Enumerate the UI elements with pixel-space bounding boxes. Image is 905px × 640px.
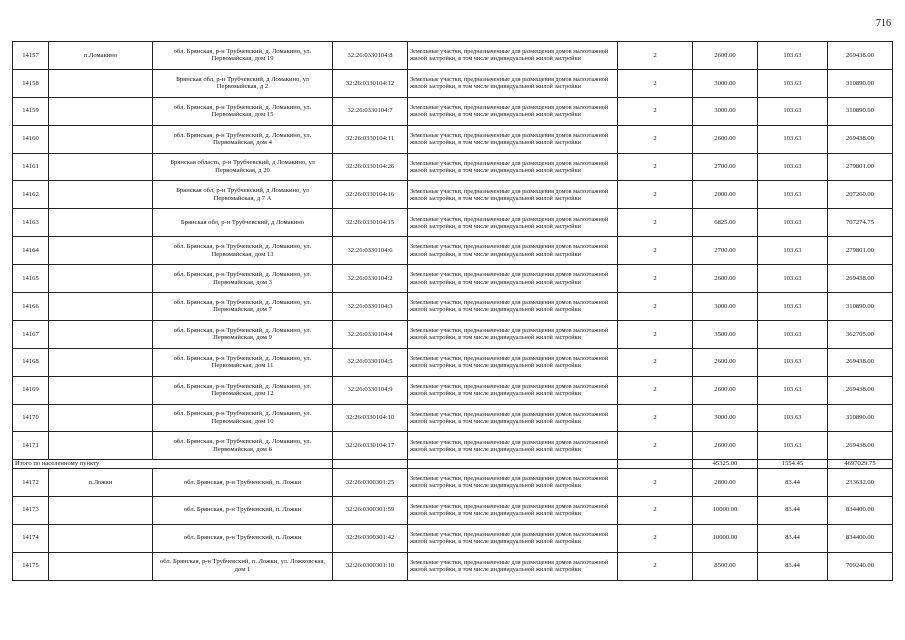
table-row bbox=[13, 293, 893, 321]
cadastral-value-cell: 834400.00 bbox=[828, 496, 893, 524]
total-area-cell: 45325.00 bbox=[693, 460, 758, 469]
land-use-cell: Земельные участки, предназначенные для размещения домов малоэтажной жилой застройки, в том числе индивидуальной жилой застройки bbox=[408, 42, 618, 70]
total-cadastral-value-cell: 4697029.75 bbox=[828, 460, 893, 469]
empty-cell bbox=[618, 460, 693, 469]
cadastral-value-cell: 269438.00 bbox=[828, 265, 893, 293]
locality-cell bbox=[49, 153, 153, 181]
table-row bbox=[13, 237, 893, 265]
cadastral-value-cell: 269438.00 bbox=[828, 376, 893, 404]
cadastral-value-cell: 310890.00 bbox=[828, 293, 893, 321]
cadastral-value-cell: 709240.00 bbox=[828, 552, 893, 580]
cadastral-number-cell: 32:26:0330104:12 bbox=[333, 69, 408, 97]
address-cell: обл. Брянская, р-н Трубчевский, п. Ложки, ул. Ложковская, дом 1 bbox=[153, 552, 333, 580]
table-row bbox=[13, 69, 893, 97]
cadastral-value-cell: 362705.00 bbox=[828, 320, 893, 348]
land-use-cell: Земельные участки, предназначенные для размещения домов малоэтажной жилой застройки, в том числе индивидуальной жилой застройки bbox=[408, 404, 618, 432]
table-row bbox=[13, 376, 893, 404]
land-use-cell: Земельные участки, предназначенные для размещения домов малоэтажной жилой застройки, в том числе индивидуальной жилой застройки bbox=[408, 524, 618, 552]
cadastral-value-cell: 207260.00 bbox=[828, 181, 893, 209]
cadastral-value-cell: 233632.00 bbox=[828, 468, 893, 496]
area-cell: 2800.00 bbox=[693, 468, 758, 496]
category-cell: 2 bbox=[618, 432, 693, 460]
cadastral-number-cell: 32:26:0330104:10 bbox=[333, 404, 408, 432]
area-cell: 2600.00 bbox=[693, 125, 758, 153]
land-use-cell: Земельные участки, предназначенные для размещения домов малоэтажной жилой застройки, в том числе индивидуальной жилой застройки bbox=[408, 293, 618, 321]
specific-value-cell: 103.63 bbox=[758, 69, 828, 97]
row-number-cell: 14164 bbox=[13, 237, 49, 265]
locality-cell: п.Ложки bbox=[49, 468, 153, 496]
row-number-cell: 14166 bbox=[13, 293, 49, 321]
category-cell: 2 bbox=[618, 209, 693, 237]
locality-cell bbox=[49, 265, 153, 293]
cadastral-number-cell: 32:26:0330104:26 bbox=[333, 153, 408, 181]
category-cell: 2 bbox=[618, 265, 693, 293]
row-number-cell: 14167 bbox=[13, 320, 49, 348]
cadastral-number-cell: 32:26:0330104:5 bbox=[333, 348, 408, 376]
table-row bbox=[13, 404, 893, 432]
row-number-cell: 14171 bbox=[13, 432, 49, 460]
empty-cell bbox=[333, 460, 408, 469]
category-cell: 2 bbox=[618, 524, 693, 552]
total-label: Итого по населенному пункту bbox=[13, 460, 333, 469]
specific-value-cell: 83.44 bbox=[758, 468, 828, 496]
locality-cell bbox=[49, 376, 153, 404]
row-number-cell: 14175 bbox=[13, 552, 49, 580]
land-use-cell: Земельные участки, предназначенные для размещения домов малоэтажной жилой застройки, в том числе индивидуальной жилой застройки bbox=[408, 209, 618, 237]
cadastral-number-cell: 32:26:0330104:6 bbox=[333, 237, 408, 265]
locality-cell bbox=[49, 97, 153, 125]
cadastral-value-cell: 310890.00 bbox=[828, 69, 893, 97]
locality-cell bbox=[49, 209, 153, 237]
row-number-cell: 14170 bbox=[13, 404, 49, 432]
table-row bbox=[13, 348, 893, 376]
area-cell: 10000.00 bbox=[693, 524, 758, 552]
cadastral-value-cell: 279801.00 bbox=[828, 153, 893, 181]
cadastral-value-cell: 310890.00 bbox=[828, 97, 893, 125]
table-row bbox=[13, 97, 893, 125]
locality-cell bbox=[49, 125, 153, 153]
row-number-cell: 14172 bbox=[13, 468, 49, 496]
specific-value-cell: 83.44 bbox=[758, 552, 828, 580]
cadastral-value-cell: 279801.00 bbox=[828, 237, 893, 265]
category-cell: 2 bbox=[618, 293, 693, 321]
specific-value-cell: 103.63 bbox=[758, 432, 828, 460]
land-use-cell: Земельные участки, предназначенные для размещения домов малоэтажной жилой застройки, в том числе индивидуальной жилой застройки bbox=[408, 97, 618, 125]
specific-value-cell: 103.63 bbox=[758, 404, 828, 432]
specific-value-cell: 83.44 bbox=[758, 496, 828, 524]
address-cell: обл. Брянская, р-н Трубчевский, д. Ломакино, ул. Первомайская, дом 12 bbox=[153, 376, 333, 404]
address-cell: обл. Брянская, р-н Трубчевский, д. Ломакино, ул. Первомайская, дом 9 bbox=[153, 320, 333, 348]
address-cell: Брянская обл, р-н Трубчевский, д Ломакино, ул Первомайская, д 2 bbox=[153, 69, 333, 97]
area-cell: 2600.00 bbox=[693, 432, 758, 460]
category-cell: 2 bbox=[618, 348, 693, 376]
specific-value-cell: 103.63 bbox=[758, 237, 828, 265]
category-cell: 2 bbox=[618, 69, 693, 97]
area-cell: 2700.00 bbox=[693, 237, 758, 265]
row-number-cell: 14161 bbox=[13, 153, 49, 181]
land-use-cell: Земельные участки, предназначенные для размещения домов малоэтажной жилой застройки, в том числе индивидуальной жилой застройки bbox=[408, 69, 618, 97]
cadastral-number-cell: 32:26:0330104:17 bbox=[333, 432, 408, 460]
address-cell: обл. Брянская, р-н Трубчевский, д. Ломакино, ул. Первомайская, дом 11 bbox=[153, 348, 333, 376]
category-cell: 2 bbox=[618, 376, 693, 404]
address-cell: обл. Брянская, р-н Трубчевский, п. Ложки bbox=[153, 524, 333, 552]
row-number-cell: 14169 bbox=[13, 376, 49, 404]
area-cell: 3000.00 bbox=[693, 404, 758, 432]
address-cell: обл. Брянская, р-н Трубчевский, д. Ломакино, ул. Первомайская, дом 15 bbox=[153, 97, 333, 125]
table-row bbox=[13, 552, 893, 580]
specific-value-cell: 103.63 bbox=[758, 97, 828, 125]
row-number-cell: 14163 bbox=[13, 209, 49, 237]
table-row bbox=[13, 524, 893, 552]
locality-cell bbox=[49, 69, 153, 97]
specific-value-cell: 103.63 bbox=[758, 181, 828, 209]
land-use-cell: Земельные участки, предназначенные для размещения домов малоэтажной жилой застройки, в том числе индивидуальной жилой застройки bbox=[408, 320, 618, 348]
address-cell: Брянская обл, р-н Трубчевский, д Ломакино, ул Первомайская, д 7 А bbox=[153, 181, 333, 209]
specific-value-cell: 103.63 bbox=[758, 125, 828, 153]
table-row bbox=[13, 468, 893, 496]
cadastral-value-cell: 269438.00 bbox=[828, 42, 893, 70]
address-cell: обл. Брянская, р-н Трубчевский, д. Ломакино, ул. Первомайская, дом 7 bbox=[153, 293, 333, 321]
cadastral-number-cell: 32:26:0330104:4 bbox=[333, 320, 408, 348]
table-row bbox=[13, 496, 893, 524]
land-use-cell: Земельные участки, предназначенные для размещения домов малоэтажной жилой застройки, в том числе индивидуальной жилой застройки bbox=[408, 181, 618, 209]
specific-value-cell: 103.63 bbox=[758, 320, 828, 348]
land-use-cell: Земельные участки, предназначенные для размещения домов малоэтажной жилой застройки, в том числе индивидуальной жилой застройки bbox=[408, 348, 618, 376]
land-use-cell: Земельные участки, предназначенные для размещения домов малоэтажной жилой застройки, в том числе индивидуальной жилой застройки bbox=[408, 468, 618, 496]
address-cell: обл. Брянская, р-н Трубчевский, д. Ломакино, ул. Первомайская, дом 19 bbox=[153, 42, 333, 70]
locality-cell: п.Ломакино bbox=[49, 42, 153, 70]
address-cell: обл. Брянская, р-н Трубчевский, д. Ломакино, ул. Первомайская, дом 10 bbox=[153, 404, 333, 432]
land-use-cell: Земельные участки, предназначенные для размещения домов малоэтажной жилой застройки, в том числе индивидуальной жилой застройки bbox=[408, 153, 618, 181]
table-row bbox=[13, 209, 893, 237]
row-number-cell: 14162 bbox=[13, 181, 49, 209]
address-cell: обл. Брянская, р-н Трубчевский, д. Ломакино, ул. Первомайская, дом 6 bbox=[153, 432, 333, 460]
row-number-cell: 14173 bbox=[13, 496, 49, 524]
cadastral-number-cell: 32:26:0330104:16 bbox=[333, 181, 408, 209]
land-use-cell: Земельные участки, предназначенные для размещения домов малоэтажной жилой застройки, в том числе индивидуальной жилой застройки bbox=[408, 432, 618, 460]
specific-value-cell: 103.63 bbox=[758, 42, 828, 70]
area-cell: 10000.00 bbox=[693, 496, 758, 524]
area-cell: 3000.00 bbox=[693, 97, 758, 125]
empty-cell bbox=[408, 460, 618, 469]
area-cell: 8500.00 bbox=[693, 552, 758, 580]
cadastral-number-cell: 32:26:0330104:15 bbox=[333, 209, 408, 237]
area-cell: 6825.00 bbox=[693, 209, 758, 237]
address-cell: Брянская обл, р-н Трубчевский, д Ломакино bbox=[153, 209, 333, 237]
table-row bbox=[13, 125, 893, 153]
locality-cell bbox=[49, 181, 153, 209]
specific-value-cell: 103.63 bbox=[758, 209, 828, 237]
table-row bbox=[13, 181, 893, 209]
row-number-cell: 14174 bbox=[13, 524, 49, 552]
category-cell: 2 bbox=[618, 42, 693, 70]
locality-cell bbox=[49, 404, 153, 432]
area-cell: 2600.00 bbox=[693, 348, 758, 376]
specific-value-cell: 103.63 bbox=[758, 265, 828, 293]
land-use-cell: Земельные участки, предназначенные для размещения домов малоэтажной жилой застройки, в том числе индивидуальной жилой застройки bbox=[408, 376, 618, 404]
specific-value-cell: 103.63 bbox=[758, 376, 828, 404]
table-row bbox=[13, 320, 893, 348]
table-row bbox=[13, 153, 893, 181]
total-row bbox=[13, 460, 893, 469]
address-cell: обл. Брянская, р-н Трубчевский, д. Ломакино, ул. Первомайская, дом 13 bbox=[153, 237, 333, 265]
locality-cell bbox=[49, 552, 153, 580]
land-use-cell: Земельные участки, предназначенные для размещения домов малоэтажной жилой застройки, в том числе индивидуальной жилой застройки bbox=[408, 125, 618, 153]
land-use-cell: Земельные участки, предназначенные для размещения домов малоэтажной жилой застройки, в том числе индивидуальной жилой застройки bbox=[408, 237, 618, 265]
category-cell: 2 bbox=[618, 97, 693, 125]
address-cell: обл. Брянская, р-н Трубчевский, д. Ломакино, ул. Первомайская, дом 4 bbox=[153, 125, 333, 153]
specific-value-cell: 103.63 bbox=[758, 348, 828, 376]
cadastral-value-cell: 269438.00 bbox=[828, 432, 893, 460]
category-cell: 2 bbox=[618, 552, 693, 580]
category-cell: 2 bbox=[618, 320, 693, 348]
row-number-cell: 14160 bbox=[13, 125, 49, 153]
area-cell: 2700.00 bbox=[693, 153, 758, 181]
specific-value-cell: 103.63 bbox=[758, 293, 828, 321]
area-cell: 2600.00 bbox=[693, 265, 758, 293]
table-row bbox=[13, 432, 893, 460]
cadastral-value-cell: 269438.00 bbox=[828, 348, 893, 376]
cadastral-number-cell: 32:26:0330104:8 bbox=[333, 42, 408, 70]
cadastral-number-cell: 32:26:0300301:25 bbox=[333, 468, 408, 496]
row-number-cell: 14159 bbox=[13, 97, 49, 125]
land-use-cell: Земельные участки, предназначенные для размещения домов малоэтажной жилой застройки, в том числе индивидуальной жилой застройки bbox=[408, 496, 618, 524]
land-use-cell: Земельные участки, предназначенные для размещения домов малоэтажной жилой застройки, в том числе индивидуальной жилой застройки bbox=[408, 265, 618, 293]
cadastral-number-cell: 32:26:0330104:9 bbox=[333, 376, 408, 404]
category-cell: 2 bbox=[618, 237, 693, 265]
cadastral-value-cell: 269438.00 bbox=[828, 125, 893, 153]
cadastral-value-cell: 834400.00 bbox=[828, 524, 893, 552]
cadastral-number-cell: 32:26:0300301:42 bbox=[333, 524, 408, 552]
locality-cell bbox=[49, 320, 153, 348]
total-specific-value-cell: 1554.45 bbox=[758, 460, 828, 469]
page-number: 716 bbox=[876, 18, 891, 29]
area-cell: 2000.00 bbox=[693, 181, 758, 209]
area-cell: 3000.00 bbox=[693, 293, 758, 321]
table-row bbox=[13, 42, 893, 70]
category-cell: 2 bbox=[618, 125, 693, 153]
row-number-cell: 14158 bbox=[13, 69, 49, 97]
locality-cell bbox=[49, 237, 153, 265]
area-cell: 2600.00 bbox=[693, 376, 758, 404]
address-cell: обл. Брянская, р-н Трубчевский, д. Ломакино, ул. Первомайская, дом 3 bbox=[153, 265, 333, 293]
category-cell: 2 bbox=[618, 468, 693, 496]
address-cell: Брянская область, р-н Трубчевский, д Ломакино, ул Первомайская, д 20 bbox=[153, 153, 333, 181]
specific-value-cell: 83.44 bbox=[758, 524, 828, 552]
row-number-cell: 14157 bbox=[13, 42, 49, 70]
category-cell: 2 bbox=[618, 181, 693, 209]
cadastral-number-cell: 32:26:0330104:2 bbox=[333, 265, 408, 293]
cadastral-number-cell: 32:26:0330104:11 bbox=[333, 125, 408, 153]
cadastral-number-cell: 32:26:0330104:3 bbox=[333, 293, 408, 321]
locality-cell bbox=[49, 293, 153, 321]
cadastral-number-cell: 32:26:0300301:10 bbox=[333, 552, 408, 580]
cadastral-value-cell: 707274.75 bbox=[828, 209, 893, 237]
area-cell: 3500.00 bbox=[693, 320, 758, 348]
cadastral-value-cell: 310890.00 bbox=[828, 404, 893, 432]
specific-value-cell: 103.63 bbox=[758, 153, 828, 181]
address-cell: обл. Брянская, р-н Трубчевский, п. Ложки bbox=[153, 468, 333, 496]
table-row bbox=[13, 265, 893, 293]
locality-cell bbox=[49, 348, 153, 376]
cadastral-value-table bbox=[12, 41, 893, 581]
category-cell: 2 bbox=[618, 404, 693, 432]
cadastral-number-cell: 32:26:0300301:59 bbox=[333, 496, 408, 524]
cadastral-number-cell: 32:26:0330104:7 bbox=[333, 97, 408, 125]
row-number-cell: 14165 bbox=[13, 265, 49, 293]
row-number-cell: 14168 bbox=[13, 348, 49, 376]
category-cell: 2 bbox=[618, 496, 693, 524]
area-cell: 3000.00 bbox=[693, 69, 758, 97]
locality-cell bbox=[49, 432, 153, 460]
address-cell: обл. Брянская, р-н Трубчевский, п. Ложки bbox=[153, 496, 333, 524]
area-cell: 2600.00 bbox=[693, 42, 758, 70]
land-use-cell: Земельные участки, предназначенные для размещения домов малоэтажной жилой застройки, в том числе индивидуальной жилой застройки bbox=[408, 552, 618, 580]
locality-cell bbox=[49, 524, 153, 552]
locality-cell bbox=[49, 496, 153, 524]
category-cell: 2 bbox=[618, 153, 693, 181]
